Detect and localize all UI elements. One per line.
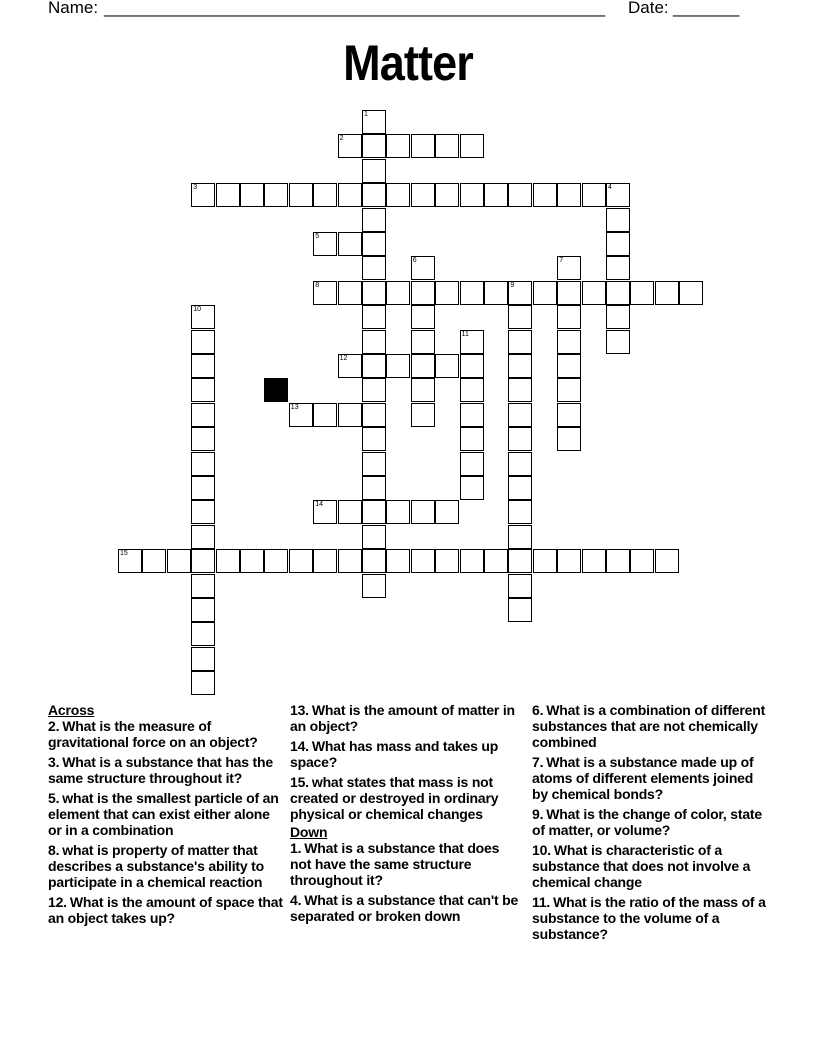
clue-down-6: 6. What is a combination of different substances that are not chemically combined bbox=[532, 702, 766, 750]
crossword-cell[interactable] bbox=[362, 330, 386, 354]
crossword-cell[interactable] bbox=[362, 574, 386, 598]
crossword-cell[interactable] bbox=[240, 549, 264, 573]
crossword-cell[interactable] bbox=[411, 305, 435, 329]
crossword-cell[interactable] bbox=[606, 208, 630, 232]
crossword-cell[interactable] bbox=[460, 281, 484, 305]
clue-number: 13 bbox=[290, 403, 299, 411]
crossword-cell[interactable] bbox=[460, 378, 484, 402]
crossword-cell[interactable] bbox=[435, 354, 459, 378]
crossword-cell[interactable] bbox=[484, 549, 508, 573]
crossword-cell[interactable] bbox=[191, 598, 215, 622]
clue-across-5: 5. what is the smallest particle of an element that can exist either alone or in a combination bbox=[48, 790, 279, 838]
crossword-cell[interactable] bbox=[508, 378, 532, 402]
crossword-cell[interactable] bbox=[557, 305, 581, 329]
crossword-cell[interactable] bbox=[606, 183, 630, 207]
crossword-cell[interactable] bbox=[191, 378, 215, 402]
clue-across-2: 2. What is the measure of gravitational force on an object? bbox=[48, 718, 258, 750]
crossword-cell[interactable] bbox=[557, 403, 581, 427]
crossword-cell[interactable] bbox=[411, 134, 435, 158]
crossword-cell[interactable] bbox=[362, 427, 386, 451]
crossword-cell[interactable] bbox=[191, 305, 215, 329]
crossword-cell[interactable] bbox=[362, 452, 386, 476]
crossword-cell[interactable] bbox=[435, 183, 459, 207]
crossword-cell[interactable] bbox=[655, 281, 679, 305]
clue-number: 1 bbox=[364, 111, 368, 118]
crossword-cell[interactable] bbox=[630, 281, 654, 305]
crossword-cell[interactable] bbox=[362, 354, 386, 378]
crossword-cell[interactable] bbox=[411, 378, 435, 402]
crossword-cell[interactable] bbox=[411, 330, 435, 354]
crossword-cell[interactable] bbox=[557, 378, 581, 402]
clue-column-3 bbox=[532, 702, 768, 946]
clue-number: 7 bbox=[559, 257, 564, 265]
clue-down-11: 11. What is the ratio of the mass of a substance to the volume of a substance? bbox=[532, 894, 766, 942]
crossword-cell[interactable] bbox=[508, 305, 532, 329]
crossword-cell[interactable] bbox=[460, 134, 484, 158]
crossword-cell[interactable] bbox=[508, 183, 532, 207]
crossword-cell[interactable] bbox=[289, 183, 313, 207]
crossword-cell[interactable] bbox=[362, 403, 386, 427]
crossword-cell[interactable] bbox=[191, 452, 215, 476]
across-heading: Across bbox=[48, 702, 95, 718]
clue-number: 8 bbox=[315, 281, 320, 289]
clue-across-14: 14. What has mass and takes up space? bbox=[290, 738, 499, 770]
clue-number: 10 bbox=[193, 306, 201, 314]
clue-across-3: 3. What is a substance that has the same structure throughout it? bbox=[48, 754, 273, 786]
crossword-cell[interactable] bbox=[411, 354, 435, 378]
crossword-cell[interactable] bbox=[386, 134, 410, 158]
clue-down-1: 1. What is a substance that does not have the same structure throughout it? bbox=[290, 840, 500, 888]
crossword-cell[interactable] bbox=[240, 183, 264, 207]
crossword-cell[interactable] bbox=[386, 183, 410, 207]
crossword-cell[interactable] bbox=[460, 330, 484, 354]
crossword-cell[interactable] bbox=[508, 403, 532, 427]
clue-number: 15 bbox=[120, 550, 128, 558]
crossword-cell[interactable] bbox=[411, 403, 435, 427]
crossword-cell[interactable] bbox=[508, 427, 532, 451]
name-field[interactable]: _____________________________________________________ bbox=[104, 0, 606, 17]
page-title: Matter bbox=[343, 35, 473, 91]
clue-number: 3 bbox=[193, 184, 198, 192]
crossword-cell[interactable] bbox=[362, 256, 386, 280]
crossword-cell[interactable] bbox=[582, 183, 606, 207]
crossword-cell[interactable] bbox=[191, 525, 215, 549]
crossword-cell[interactable] bbox=[191, 427, 215, 451]
clue-down-10: 10. What is characteristic of a substance that does not involve a chemical change bbox=[532, 842, 751, 890]
crossword-cell[interactable] bbox=[362, 549, 386, 573]
black-cell bbox=[264, 378, 288, 402]
crossword-cell[interactable] bbox=[655, 549, 679, 573]
crossword-cell[interactable] bbox=[508, 598, 532, 622]
clue-number: 4 bbox=[608, 184, 612, 192]
crossword-cell[interactable] bbox=[191, 330, 215, 354]
crossword-cell[interactable] bbox=[362, 500, 386, 524]
crossword-cell[interactable] bbox=[191, 671, 215, 695]
date-field[interactable]: _______ bbox=[673, 0, 740, 17]
clue-across-12: 12. What is the amount of space that an object takes up? bbox=[48, 894, 283, 926]
crossword-cell[interactable] bbox=[557, 281, 581, 305]
crossword-cell[interactable] bbox=[679, 281, 703, 305]
crossword-cell[interactable] bbox=[362, 378, 386, 402]
crossword-cell[interactable] bbox=[191, 354, 215, 378]
crossword-cell[interactable] bbox=[606, 281, 630, 305]
crossword-cell[interactable] bbox=[289, 403, 313, 427]
clue-down-4: 4. What is a substance that can't be separated or broken down bbox=[290, 892, 519, 924]
crossword-cell[interactable] bbox=[191, 476, 215, 500]
crossword-cell[interactable] bbox=[557, 256, 581, 280]
clue-down-7: 7. What is a substance made up of atoms of different elements joined by chemical bonds? bbox=[532, 754, 754, 802]
crossword-cell[interactable] bbox=[191, 403, 215, 427]
crossword-cell[interactable] bbox=[435, 134, 459, 158]
crossword-cell[interactable] bbox=[386, 500, 410, 524]
crossword-cell[interactable] bbox=[386, 281, 410, 305]
crossword-cell[interactable] bbox=[191, 574, 215, 598]
crossword-cell[interactable] bbox=[557, 354, 581, 378]
crossword-cell[interactable] bbox=[460, 403, 484, 427]
crossword-cell[interactable] bbox=[216, 183, 240, 207]
date-label: Date: bbox=[628, 0, 669, 17]
crossword-cell[interactable] bbox=[191, 647, 215, 671]
crossword-cell[interactable] bbox=[435, 281, 459, 305]
crossword-cell[interactable] bbox=[362, 208, 386, 232]
crossword-cell[interactable] bbox=[313, 183, 337, 207]
crossword-cell[interactable] bbox=[460, 452, 484, 476]
crossword-cell[interactable] bbox=[557, 183, 581, 207]
crossword-cell[interactable] bbox=[508, 525, 532, 549]
crossword-cell[interactable] bbox=[508, 549, 532, 573]
crossword-cell[interactable] bbox=[216, 549, 240, 573]
name-label: Name: bbox=[48, 0, 99, 17]
crossword-cell[interactable] bbox=[606, 549, 630, 573]
crossword-cell[interactable] bbox=[435, 549, 459, 573]
crossword-cell[interactable] bbox=[508, 476, 532, 500]
crossword-cell[interactable] bbox=[338, 500, 362, 524]
crossword-cell[interactable] bbox=[386, 549, 410, 573]
clue-number: 9 bbox=[510, 281, 515, 289]
crossword-cell[interactable] bbox=[484, 281, 508, 305]
crossword-cell[interactable] bbox=[338, 232, 362, 256]
crossword-cell[interactable] bbox=[411, 500, 435, 524]
crossword-cell[interactable] bbox=[338, 281, 362, 305]
crossword-cell[interactable] bbox=[508, 330, 532, 354]
crossword-cell[interactable] bbox=[362, 476, 386, 500]
clue-number: 5 bbox=[315, 233, 320, 240]
clue-across-13: 13. What is the amount of matter in an object? bbox=[290, 702, 515, 734]
crossword-cell[interactable] bbox=[338, 134, 362, 158]
clue-column-1 bbox=[48, 702, 284, 930]
crossword-cell[interactable] bbox=[508, 574, 532, 598]
down-heading: Down bbox=[290, 824, 328, 840]
crossword-cell[interactable] bbox=[338, 183, 362, 207]
clue-number: 2 bbox=[339, 135, 344, 143]
crossword-cell[interactable] bbox=[362, 110, 386, 134]
crossword-cell[interactable] bbox=[411, 549, 435, 573]
crossword-cell[interactable] bbox=[508, 500, 532, 524]
crossword-cell[interactable] bbox=[460, 549, 484, 573]
crossword-cell[interactable] bbox=[460, 183, 484, 207]
crossword-cell[interactable] bbox=[557, 427, 581, 451]
crossword-cell[interactable] bbox=[142, 549, 166, 573]
crossword-cell[interactable] bbox=[435, 500, 459, 524]
crossword-cell[interactable] bbox=[313, 549, 337, 573]
crossword-cell[interactable] bbox=[606, 232, 630, 256]
crossword-cell[interactable] bbox=[338, 354, 362, 378]
crossword-cell[interactable] bbox=[362, 159, 386, 183]
crossword-cell[interactable] bbox=[167, 549, 191, 573]
crossword-cell[interactable] bbox=[386, 354, 410, 378]
crossword-cell[interactable] bbox=[362, 183, 386, 207]
crossword-cell[interactable] bbox=[533, 183, 557, 207]
crossword-cell[interactable] bbox=[191, 183, 215, 207]
crossword-cell[interactable] bbox=[264, 549, 288, 573]
crossword-cell[interactable] bbox=[533, 281, 557, 305]
crossword-cell[interactable] bbox=[191, 622, 215, 646]
crossword-cell[interactable] bbox=[338, 549, 362, 573]
crossword-cell[interactable] bbox=[411, 281, 435, 305]
crossword-cell[interactable] bbox=[460, 354, 484, 378]
clue-across-15: 15. what states that mass is not created or destroyed in ordinary physical or chemical changes bbox=[290, 774, 499, 822]
clue-number: 6 bbox=[412, 257, 417, 265]
crossword-cell[interactable] bbox=[289, 549, 313, 573]
clue-number: 11 bbox=[461, 330, 469, 338]
crossword-cell[interactable] bbox=[191, 500, 215, 524]
crossword-cell[interactable] bbox=[460, 476, 484, 500]
crossword-cell[interactable] bbox=[411, 183, 435, 207]
clue-across-8: 8. what is property of matter that describes a substance's ability to participate in a chemical reaction bbox=[48, 842, 264, 890]
crossword-cell[interactable] bbox=[606, 305, 630, 329]
crossword-cell[interactable] bbox=[630, 549, 654, 573]
crossword-cell[interactable] bbox=[362, 134, 386, 158]
crossword-cell[interactable] bbox=[411, 256, 435, 280]
clue-number: 12 bbox=[339, 355, 348, 362]
crossword-cell[interactable] bbox=[313, 500, 337, 524]
crossword-cell[interactable] bbox=[362, 305, 386, 329]
crossword-cell[interactable] bbox=[118, 549, 142, 573]
crossword-cell[interactable] bbox=[533, 549, 557, 573]
crossword-cell[interactable] bbox=[362, 281, 386, 305]
crossword-cell[interactable] bbox=[460, 427, 484, 451]
crossword-cell[interactable] bbox=[606, 256, 630, 280]
crossword-cell[interactable] bbox=[508, 452, 532, 476]
clue-number: 14 bbox=[315, 501, 323, 509]
crossword-cell[interactable] bbox=[191, 549, 215, 573]
crossword-cell[interactable] bbox=[313, 281, 337, 305]
crossword-cell[interactable] bbox=[508, 354, 532, 378]
crossword-cell[interactable] bbox=[362, 525, 386, 549]
crossword-cell[interactable] bbox=[582, 281, 606, 305]
clue-down-9: 9. What is the change of color, state of matter, or volume? bbox=[532, 806, 762, 838]
crossword-cell[interactable] bbox=[313, 232, 337, 256]
clue-column-2 bbox=[290, 702, 522, 928]
crossword-cell[interactable] bbox=[557, 549, 581, 573]
crossword-cell[interactable] bbox=[313, 403, 337, 427]
crossword-cell[interactable] bbox=[484, 183, 508, 207]
crossword-cell[interactable] bbox=[264, 183, 288, 207]
crossword-cell[interactable] bbox=[557, 330, 581, 354]
crossword-cell[interactable] bbox=[606, 330, 630, 354]
crossword-cell[interactable] bbox=[362, 232, 386, 256]
crossword-cell[interactable] bbox=[338, 403, 362, 427]
crossword-cell[interactable] bbox=[582, 549, 606, 573]
crossword-cell[interactable] bbox=[508, 281, 532, 305]
